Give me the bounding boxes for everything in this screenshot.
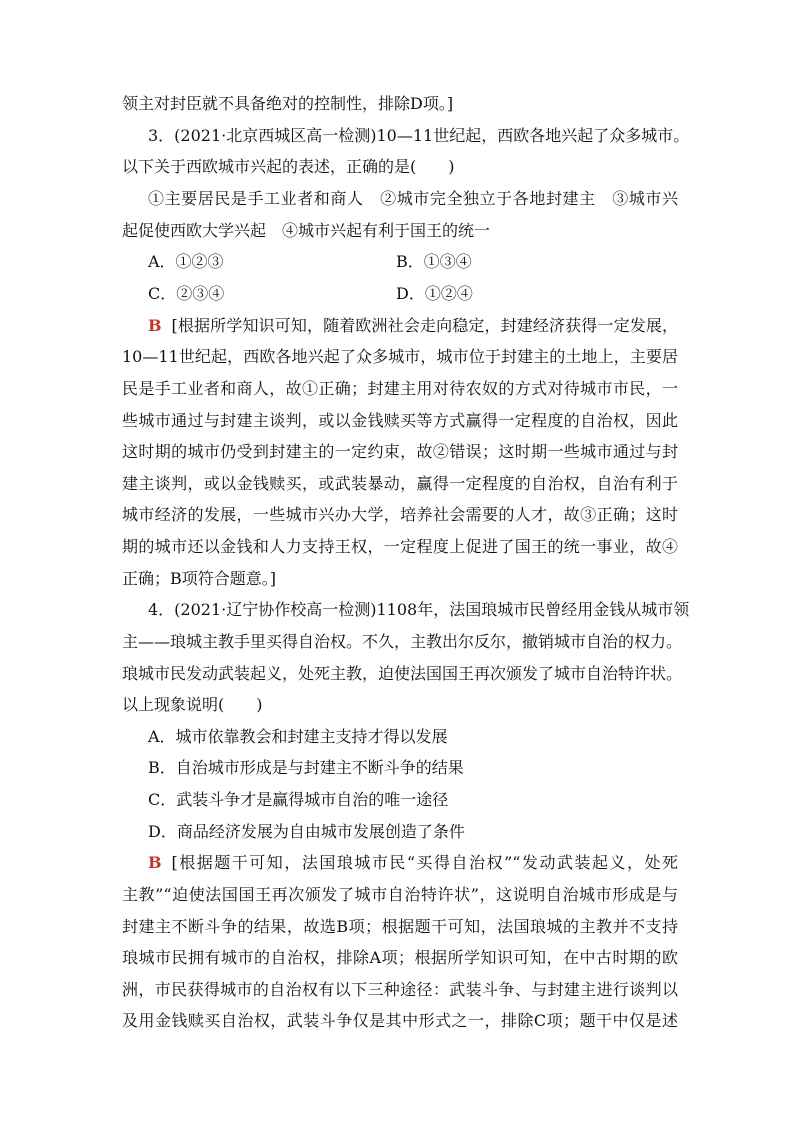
question-3-option-a: A．①②③	[148, 252, 224, 271]
question-4-stem-cont: 琅城市民发动武装起义，处死主教，迫使法国国王再次颁发了城市自治特许状。	[122, 664, 683, 683]
question-4-option-a: A．城市依靠教会和封建主支持才得以发展	[148, 727, 448, 746]
question-3-statements: ①主要居民是手工业者和商人 ②城市完全独立于各地封建主 ③城市兴	[148, 189, 678, 208]
question-4-explanation-line: 及用金钱赎买自治权，武装斗争仅是其中形式之一，排除C项；题干中仅是述	[122, 1011, 678, 1030]
question-3-explanation-end: 正确；B项符合题意。]	[122, 569, 277, 588]
question-3-explanation-line: 期的城市还以金钱和人力支持王权，一定程度上促进了国王的统一事业，故④	[122, 537, 678, 556]
question-3-explanation-line: 建主谈判，或以金钱赎买，或武装暴动，赢得一定程度的自治权，自治有利于	[122, 474, 678, 493]
question-3-option-c: C．②③④	[148, 284, 225, 303]
question-3-stem-cont: 以下关于西欧城市兴起的表述，正确的是( )	[122, 157, 455, 176]
text-line-prev-answer-end: 领主对封臣就不具备绝对的控制性，排除D项。]	[122, 94, 454, 113]
question-3-explanation-line: 城市经济的发展，一些城市兴办大学，培养社会需要的人才，故③正确；这时	[122, 505, 678, 524]
question-4-answer: B	[148, 853, 162, 872]
question-3-explanation-line: 10—11世纪起，西欧各地兴起了众多城市，城市位于封建主的土地上，主要居	[122, 347, 678, 366]
question-3-option-d: D．①②④	[396, 284, 473, 303]
question-3-explanation-line	[148, 316, 678, 336]
question-3-stem: 3．(2021·北京西城区高一检测)10—11世纪起，西欧各地兴起了众多城市。	[148, 126, 690, 145]
question-4-explanation-line: 洲，市民获得城市的自治权有以下三种途径：武装斗争、与封建主进行谈判以	[122, 980, 678, 999]
question-4-option-d: D．商品经济发展为自由城市发展创造了条件	[148, 822, 465, 841]
question-3-option-b: B．①③④	[396, 252, 472, 271]
question-4-option-c: C．武装斗争才是赢得城市自治的唯一途径	[148, 790, 449, 809]
question-4-explanation-line: 琅城市民拥有城市的自治权，排除A项；根据所学知识可知，在中古时期的欧	[122, 948, 678, 967]
question-3-answer: B	[148, 316, 162, 335]
question-4-option-b: B．自治城市形成是与封建主不断斗争的结果	[148, 758, 464, 777]
question-4-explanation-line	[148, 853, 678, 873]
question-3-explanation-line: 这时期的城市仍受到封建主的一定约束，故②错误；这时期一些城市通过与封	[122, 442, 678, 461]
question-3-explanation-text: [根据所学知识可知，随着欧洲社会走向稳定，封建经济获得一定发展，	[171, 316, 678, 335]
question-4-stem-end: 以上现象说明( )	[122, 695, 263, 714]
question-4-stem-cont: 主——琅城主教手里买得自治权。不久，主教出尔反尔，撤销城市自治的权力。	[122, 632, 683, 651]
question-4-explanation-line: 封建主不断斗争的结果，故选B项；根据题干可知，法国琅城的主教并不支持	[122, 917, 678, 936]
question-4-explanation-line: 主教”“迫使法国国王再次颁发了城市自治特许状”，这说明自治城市形成是与	[122, 885, 678, 904]
question-4-stem: 4．(2021·辽宁协作校高一检测)1108年，法国琅城市民曾经用金钱从城市领	[148, 600, 690, 619]
question-3-explanation-line: 民是手工业者和商人，故①正确；封建主用对待农奴的方式对待城市市民，一	[122, 379, 678, 398]
question-3-statements-cont: 起促使西欧大学兴起 ④城市兴起有利于国王的统一	[122, 221, 491, 240]
question-3-explanation-line: 些城市通过与封建主谈判，或以金钱赎买等方式赢得一定程度的自治权，因此	[122, 411, 678, 430]
question-4-explanation-text: [根据题干可知，法国琅城市民“买得自治权”“发动武装起义，处死	[171, 853, 678, 872]
